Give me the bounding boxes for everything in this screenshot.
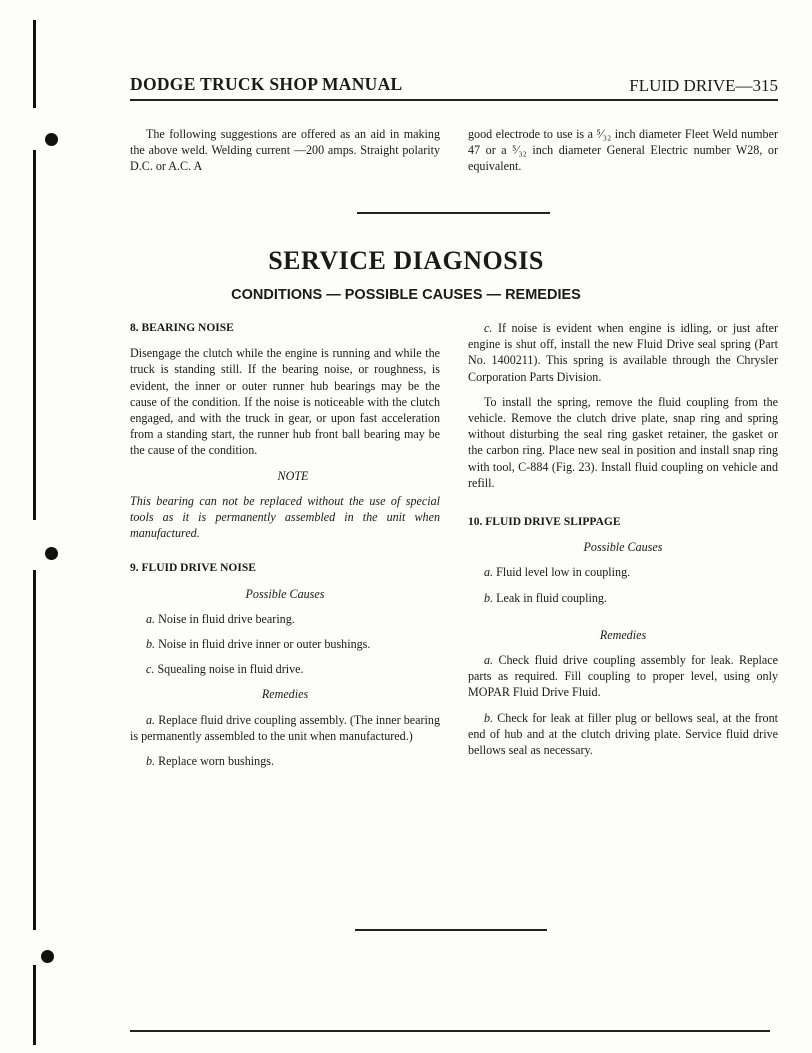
section-heading: 9. FLUID DRIVE NOISE: [130, 562, 256, 575]
section-heading: 10. FLUID DRIVE SLIPPAGE: [468, 516, 621, 529]
item-letter: a.: [146, 611, 156, 626]
list-item: [130, 661, 440, 677]
page-title: SERVICE DIAGNOSIS: [268, 246, 544, 275]
paragraph: To install the spring, remove the fluid coupling from the vehicle. Remove the clutch drive plate, snap ring and spring without disturbing the seal ring gasket retainer, the gasket or the carbon ring. Place new seal in position and install snap ring with tool, C-884 (Fig. 23). Install fluid coupling on vehicle and refill.: [468, 394, 778, 490]
item-letter: a.: [484, 565, 494, 580]
item-text: Noise in fluid drive bearing.: [158, 611, 295, 626]
note-heading: NOTE: [277, 468, 309, 483]
header-rule: [130, 99, 778, 101]
binder-edge-line: [33, 20, 36, 108]
intro-text: good electrode to use is a ⁵⁄₃₂ inch diameter Fleet Weld number 47 or a ⁵⁄₃₂ inch diameter General Electric number W28, or equivalent.: [468, 127, 778, 174]
item-letter: a.: [146, 712, 156, 727]
list-item: [130, 636, 440, 652]
divider: [355, 929, 547, 931]
binder-edge-line: [33, 570, 36, 930]
divider: [357, 212, 550, 214]
manual-title: DODGE TRUCK SHOP MANUAL: [130, 74, 403, 94]
intro-left: [130, 126, 440, 184]
item-letter: b.: [484, 710, 494, 725]
subheading: Possible Causes: [245, 586, 325, 601]
binder-hole-icon: [45, 547, 58, 560]
list-item: [468, 652, 778, 701]
section-page-number: FLUID DRIVE—315: [629, 76, 778, 95]
item-text: Squealing noise in fluid drive.: [157, 662, 304, 677]
page-subtitle: CONDITIONS — POSSIBLE CAUSES — REMEDIES: [231, 287, 581, 303]
section-heading: 8. BEARING NOISE: [130, 322, 234, 334]
item-text: Replace fluid drive coupling assembly. (The inner bearing is permanently assembled to the unit when manufactured.): [130, 712, 441, 743]
paragraph: Disengage the clutch while the engine is running and while the truck is standing still. If the bearing noise, or roughness, is evident, the inner or outer runner hub bearings may be the cause of the condition. If the noise is noticeable with the clutch engaged, and with the truck in gear, or upon fast acceleration from a standing start, the runner hub front ball bearing may be the cause of the condition.: [130, 346, 440, 458]
list-item: [468, 710, 778, 759]
binder-edge-line: [33, 150, 36, 520]
item-text: Check fluid drive coupling assembly for leak. Replace parts as required. Fill coupling to proper level, using only MOPAR Fluid Drive Fluid.: [468, 653, 778, 700]
item-letter: c.: [146, 662, 155, 677]
item-letter: b.: [146, 637, 156, 652]
intro-text: The following suggestions are offered as an aid in making the above weld. Welding current —200 amps. Straight polarity D.C. or A.C. A: [130, 127, 440, 174]
subheading: Remedies: [599, 627, 647, 642]
item-letter: a.: [484, 653, 494, 668]
item-text: Leak in fluid coupling.: [496, 590, 607, 605]
right-column: [468, 320, 778, 767]
footer-rule: [130, 1030, 770, 1032]
subheading: Possible Causes: [583, 540, 663, 555]
intro-right: [468, 126, 778, 184]
list-item: [468, 320, 778, 385]
list-item: [130, 753, 440, 769]
list-item: [130, 712, 440, 744]
list-item: [468, 590, 778, 606]
item-letter: c.: [484, 321, 493, 335]
item-text: If noise is evident when engine is idling, or just after engine is shut off, install the new Fluid Drive seal spring (Part No. 1400211). This spring is available through the Chrysler Corporation Parts Division.: [468, 321, 779, 384]
list-item: [130, 611, 440, 627]
item-letter: b.: [146, 754, 156, 769]
binder-hole-icon: [41, 950, 54, 963]
binder-hole-icon: [45, 133, 58, 146]
list-item: [468, 564, 778, 580]
subheading: Remedies: [261, 687, 309, 702]
item-letter: b.: [484, 590, 494, 605]
note-text: This bearing can not be replaced without the use of special tools as it is permanently assembled in the unit when manufactured.: [130, 493, 440, 541]
item-text: Noise in fluid drive inner or outer bushings.: [158, 637, 371, 652]
item-text: Check for leak at filler plug or bellows seal, at the front end of hub and at the clutch driving plate. Service fluid drive bellows seal as necessary.: [468, 710, 778, 758]
left-column: [130, 320, 440, 778]
item-text: Fluid level low in coupling.: [496, 565, 631, 580]
item-text: Replace worn bushings.: [158, 754, 274, 769]
binder-edge-line: [33, 965, 36, 1045]
